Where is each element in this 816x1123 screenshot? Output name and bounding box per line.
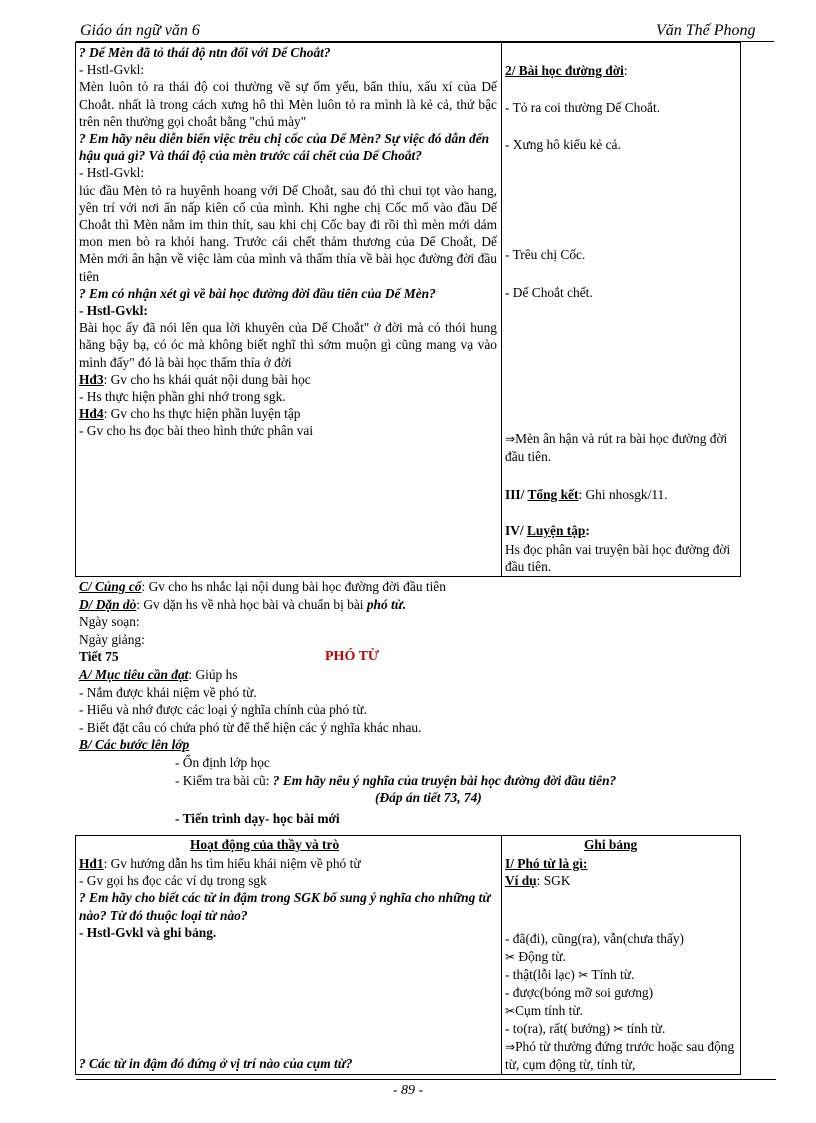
hd1-text: : Gv hướng dẫn hs tìm hiểu khái niệm về phó từ [103,856,361,871]
objective-2: - Hiểu và nhớ được các loại ý nghĩa chính của phó từ. [79,702,367,718]
hd3-line [79,371,497,388]
scissors-icon: ✂ [578,968,589,982]
example-2-text: - thật(lỗi lạc) [505,967,579,982]
page-number: - 89 - [392,1083,424,1098]
table-2-head-right: Ghi bảng [584,837,638,852]
example-2-type: Tính từ. [588,967,635,982]
dan-do-label: D/ Dặn dò [79,596,137,612]
example-1: - đã(đi), cũng(ra), vẫn(chưa thấy) [505,931,685,946]
conclusion-text: Phó từ thường đứng trước hoặc sau động từ, cụm động từ, tính từ, [505,1039,735,1073]
cung-co-label: C/ Củng cố [79,579,142,594]
scissors-icon: ✂ [613,1022,624,1036]
cac-buoc-line [79,736,739,754]
step-2-question: ? Em hãy nêu ý nghĩa của truyện bài học đường đời đầu tiên? [272,772,617,788]
step-2-answer: (Đáp án tiết 73, 74) [375,790,482,806]
section-2-colon: : [623,63,628,78]
example-line [505,872,737,889]
example-1-type-text: Động từ. [515,949,566,964]
right-note-5-text: Mèn ân hận và rút ra bài học đường đời đầu tiên. [505,431,728,465]
scissors-icon: ✂ [505,950,516,964]
step-2 [79,772,739,790]
step-1: - Ổn định lớp học [175,754,270,770]
muc-tieu-line [79,666,739,684]
cung-co-line [79,578,739,596]
table-2-question-1: ? Em hãy cho biết các từ in đậm trong SGK bổ sung ý nghĩa cho những từ nào? Từ đó thuộc loại từ nào? [79,890,491,923]
answer-2-label: - Hstl-Gvkl: [79,165,145,181]
muc-tieu-text: : Giúp hs [188,666,238,682]
example-2 [505,966,634,984]
section-4-label: Luyện tập [526,523,586,538]
answer-3: Bài học ấy đã nói lên qua lời khuyên của Dế Choắt" ở đời mà có thói hung hăng bậy bạ, có óc mà không biết nghĩ thì sớm muộn gì cũng mang vạ vào mình đấy" đó là bài học thấm thía ở đời [79,320,497,370]
hd1-line [79,855,497,872]
hd3-text: : Gv cho hs khái quát nội dung bài học [103,371,311,387]
tiet: Tiết 75 [79,649,119,665]
header-left: Giáo án ngữ văn 6 [80,22,200,39]
section-4-colon: : [585,523,590,538]
footer-rule [76,1079,776,1080]
hd4-label: Hđ4 [79,406,104,422]
section-1-heading: I/ Phó từ là gì: [505,856,588,871]
question-3: ? Em có nhận xét gì về bài học đường đời đầu tiên của Dế Mèn? [79,285,436,301]
ngay-soan: Ngày soạn: [79,614,140,630]
objective-1: - Nắm được khái niệm về phó từ. [79,684,257,700]
answer-3-label: - Hstl-Gvkl: [79,303,148,319]
right-note-1: - Tỏ ra coi thường Dế Choắt. [505,100,661,115]
table-1-left [79,44,497,440]
table-2-divider [501,835,502,1075]
step-2-label: - Kiểm tra bài cũ: [175,772,273,788]
hd3-label: Hđ3 [79,371,104,387]
objective-3: - Biết đặt câu có chứa phó từ để thể hiện các ý nghĩa khác nhau. [79,719,422,735]
answer-1: Mèn luôn tỏ ra thái độ coi thường về sự ốm yếu, bẩn thỉu, xấu xí của Dế Choắt. nhất là trong cách xưng hô thì Mèn luôn tỏ ra mình là kẻ cả, thứ bậc trên nên thường gọi choắt bằng "chú mày" [79,79,497,129]
cung-co-text: : Gv cho hs nhắc lại nội dung bài học đường đời đầu tiên [141,579,446,594]
example-3: - được(bóng mỡ soi gương) [505,985,654,1000]
right-note-3: - Trêu chị Cốc. [505,247,586,262]
dan-do-line [79,596,739,614]
example-3-type-text: Cụm tính từ. [515,1003,583,1018]
table-2-left [79,855,497,1071]
example-1-type [505,948,566,966]
section-3-heading [505,486,668,503]
question-2: ? Em hãy nêu diễn biến việc trêu chị cốc của Dế Mèn? Sự việc đó dẫn đến hậu quả gì? Và thái độ của mèn trước cái chết của Dế Choắt? [79,131,490,164]
section-2-label: 2/ Bài học đường đời [505,63,624,78]
table-1-divider [501,42,502,577]
answer-2: lúc đầu Mèn tỏ ra huyênh hoang với Dế Choắt, sau đó thì chui tọt vào hang, yên trí với nơi ẩn nấp kiên cố của mình. Khi nghe chị Cốc mổ vào đầu Dế Choắt thì Mèn nằm im thin thít, sau khi chị Cốc bay đi rồi thì mèn mới dám mon men bò ra khỏi hang. Trước cái chết thảm thương của Dế Choắt, Dế Mèn mới ân hận về việc làm của mình và thấm thía về bài học đường đời đầu tiên [79,182,497,284]
middle-section [79,578,739,827]
table-2-left-line-1: - Gv gọi hs đọc các ví dụ trong sgk [79,873,267,889]
section-4-heading [505,522,590,539]
example-4-text: - to(ra), rất( bướng) [505,1021,614,1036]
hd4-sub: - Gv cho hs đọc bài theo hình thức phân vai [79,423,314,439]
dan-do-bold: phó từ. [366,596,407,612]
double-arrow-icon: ⇒ [505,432,516,446]
scissors-icon: ✂ [505,1004,516,1018]
example-4 [505,1020,665,1038]
right-note-4: - Dế Choắt chết. [505,285,593,300]
example-3-type [505,1002,583,1020]
right-note-5 [505,430,735,465]
question-1: ? Dế Mèn đã tỏ thái độ ntn đối với Dế Choắt? [79,45,331,60]
table-2-right [505,855,737,1073]
example-text: : SGK [536,873,571,889]
cac-buoc-label: B/ Các bước lên lớp [79,737,190,753]
section-3-num: III/ [505,487,528,502]
table-2-left-line-2: - Hstl-Gvkl và ghi bảng. [79,924,217,940]
tiet-line [79,648,739,666]
table-2-question-2: ? Các từ in đậm đó đứng ở vị trí nào của cụm từ? [79,1056,353,1071]
section-4-num: IV/ [505,523,527,538]
table-2-head-left: Hoạt động của thầy và trò [190,837,340,852]
conclusion [505,1038,735,1073]
hd4-line [79,405,497,422]
ngay-giang: Ngày giảng: [79,631,145,647]
dan-do-text: : Gv dặn hs về nhà học bài và chuẩn bị bài [136,596,367,612]
right-note-6: Hs đọc phân vai truyện bài học đường đời đầu tiên. [505,542,731,575]
section-3-label: Tổng kết [527,487,579,502]
header-right: Văn Thế Phong [656,22,756,39]
lesson-title: PHÓ TỪ [325,649,380,665]
example-4-type: tính từ. [623,1021,666,1036]
answer-1-label: - Hstl-Gvkl: [79,62,145,78]
example-label: Ví dụ [505,873,537,889]
hd4-text: : Gv cho hs thực hiện phần luyện tập [103,406,301,422]
hd3-sub: - Hs thực hiện phần ghi nhớ trong sgk. [79,389,286,405]
step-3: - Tiến trình dạy- học bài mới [175,810,340,826]
double-arrow-icon: ⇒ [505,1040,516,1054]
muc-tieu-label: A/ Mục tiêu cần đạt [79,666,189,682]
section-3-text: : Ghi nhosgk/11. [578,487,668,502]
section-2-heading [505,62,628,79]
right-note-2: - Xưng hô kiểu kẻ cả. [505,137,621,152]
hd1-label: Hđ1 [79,856,104,871]
